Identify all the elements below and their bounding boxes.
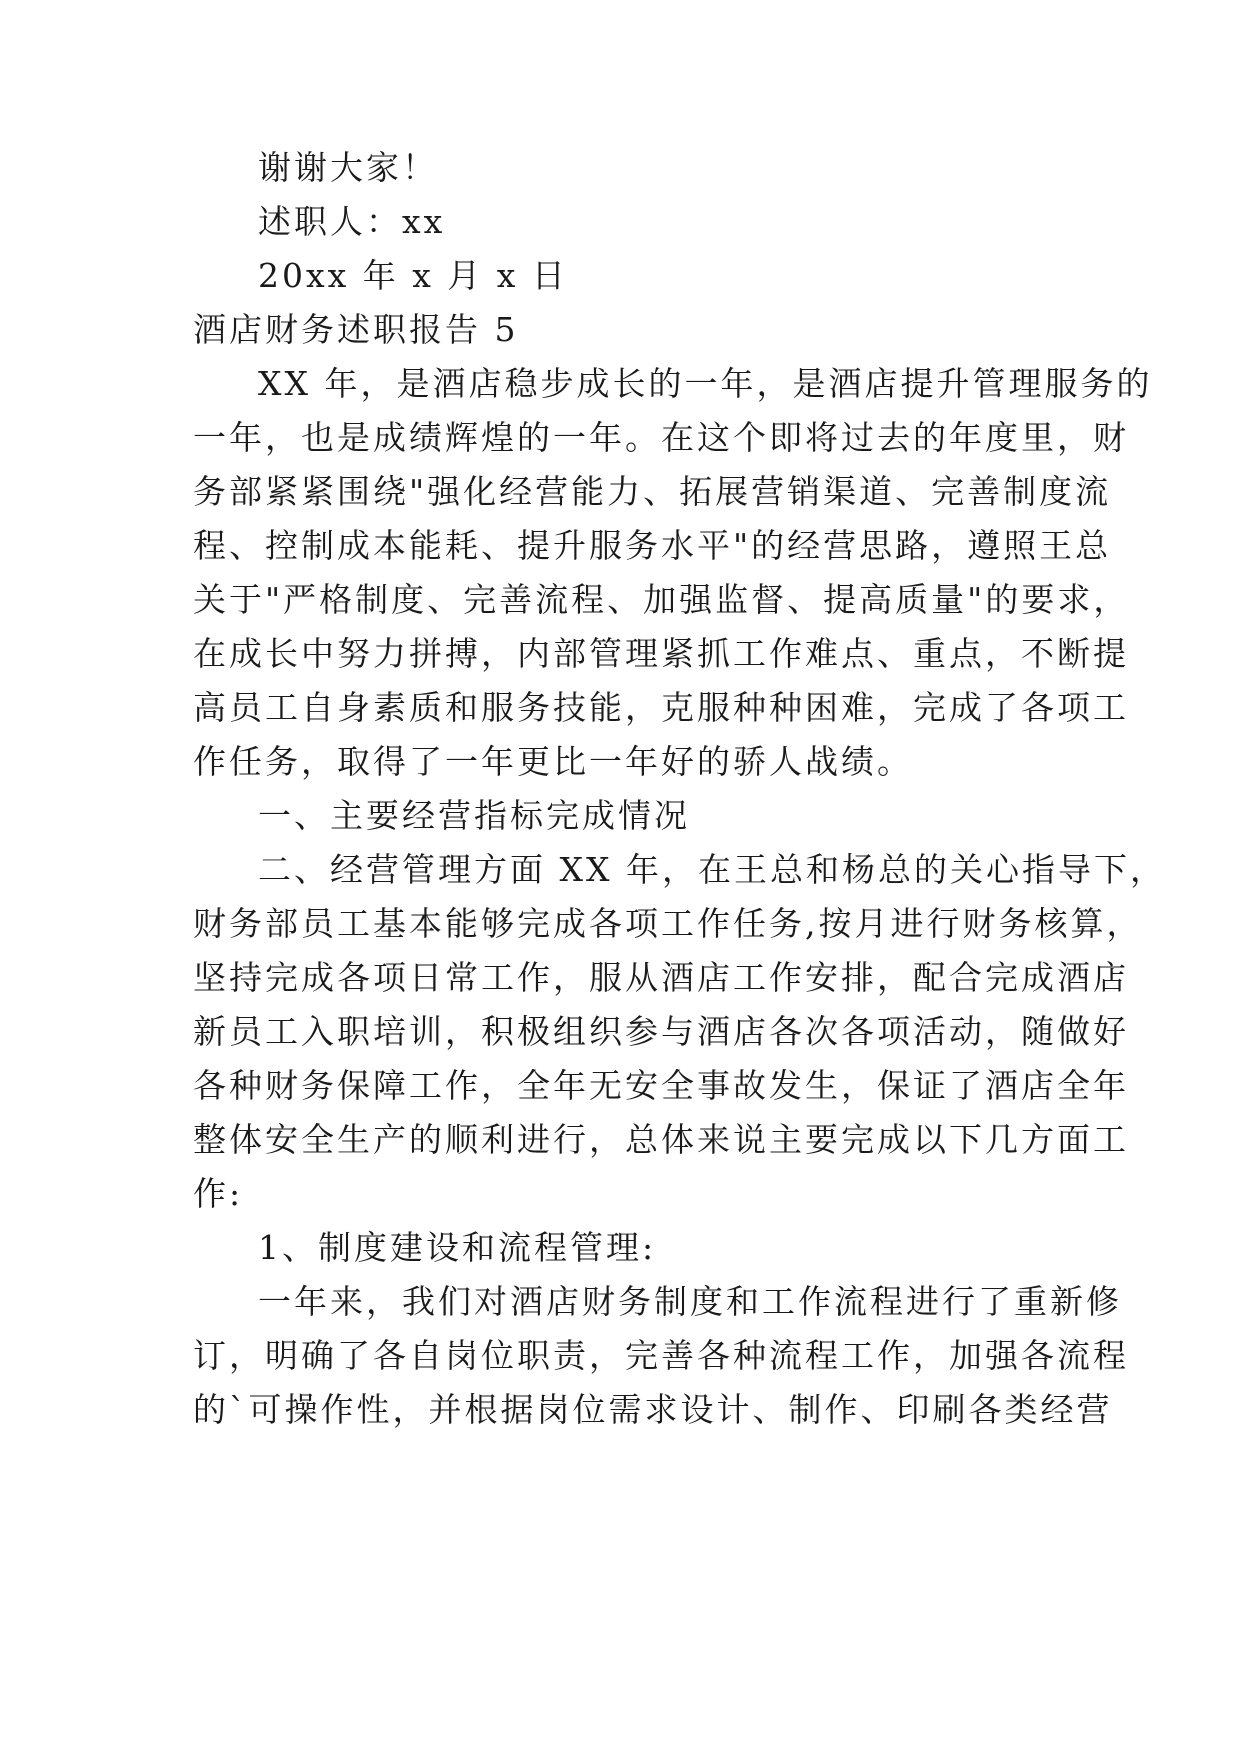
paragraph-line: 关于"严格制度、完善流程、加强监督、提高质量"的要求，: [193, 580, 1130, 619]
paragraph-line: XX 年，是酒店稳步成长的一年，是酒店提升管理服务的: [258, 364, 1153, 403]
paragraph-line: 务部紧紧围绕"强化经营能力、拓展营销渠道、完善制度流: [193, 472, 1112, 511]
paragraph-line: 各种财务保障工作，全年无安全事故发生，保证了酒店全年: [193, 1066, 1129, 1105]
paragraph-line: 作任务，取得了一年更比一年好的骄人战绩。: [193, 742, 913, 781]
closing-date: 20xx 年 x 月 x 日: [258, 256, 568, 295]
paragraph-line: 程、控制成本能耗、提升服务水平"的经营思路，遵照王总: [193, 526, 1112, 565]
paragraph-line: 订，明确了各自岗位职责，完善各种流程工作，加强各流程: [193, 1336, 1129, 1375]
paragraph-line: 新员工入职培训，积极组织参与酒店各次各项活动，随做好: [193, 1012, 1129, 1051]
paragraph-line: 的`可操作性，并根据岗位需求设计、制作、印刷各类经营: [193, 1390, 1113, 1429]
heading-main-indicators: 一、主要经营指标完成情况: [258, 796, 690, 835]
paragraph-line: 在成长中努力拼搏，内部管理紧抓工作难点、重点，不断提: [193, 634, 1129, 673]
paragraph-line: 坚持完成各项日常工作，服从酒店工作安排，配合完成酒店: [193, 958, 1129, 997]
section-title: 酒店财务述职报告 5: [193, 310, 519, 349]
closing-presenter: 述职人：xx: [258, 202, 446, 241]
closing-thanks: 谢谢大家！: [258, 148, 438, 187]
heading-system-process: 1、制度建设和流程管理:: [258, 1228, 657, 1267]
paragraph-line: 一年来，我们对酒店财务制度和工作流程进行了重新修: [258, 1282, 1122, 1321]
paragraph-line: 整体安全生产的顺利进行，总体来说主要完成以下几方面工: [193, 1120, 1129, 1159]
paragraph-line: 财务部员工基本能够完成各项工作任务,按月进行财务核算，: [193, 904, 1143, 943]
paragraph-line: 高员工自身素质和服务技能，克服种种困难，完成了各项工: [193, 688, 1129, 727]
paragraph-line: 作:: [193, 1174, 244, 1213]
paragraph-line: 一年，也是成绩辉煌的一年。在这个即将过去的年度里，财: [193, 418, 1129, 457]
paragraph-line: 二、经营管理方面 XX 年，在王总和杨总的关心指导下，: [258, 850, 1166, 889]
